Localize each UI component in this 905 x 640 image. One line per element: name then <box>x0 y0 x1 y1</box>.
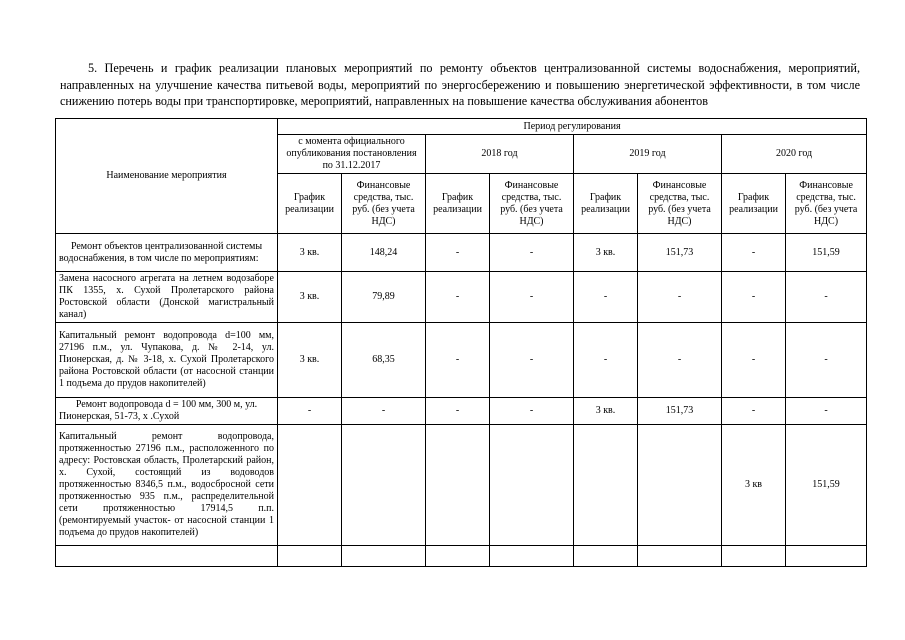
table-cell: - <box>490 272 574 323</box>
period-header-2018: 2018 год <box>426 135 574 174</box>
activity-name: Замена насосного агрегата на летнем водозаборе ПК 1355, х. Сухой Пролетарского района Ростовской области (Донской магистральный канал) <box>56 272 278 323</box>
table-cell: - <box>722 272 786 323</box>
table-cell: 3 кв. <box>278 323 342 398</box>
period-header-2020: 2020 год <box>722 135 867 174</box>
table-cell: 148,24 <box>342 234 426 272</box>
table-cell <box>574 425 638 546</box>
table-cell: - <box>490 323 574 398</box>
finance-subheader: Финансовые средства, тыс. руб. (без учета НДС) <box>786 174 867 234</box>
table-cell: - <box>722 398 786 425</box>
activity-name: Ремонт водопровода d = 100 мм, 300 м, ул. Пионерская, 51-73, х .Сухой <box>56 398 278 425</box>
finance-subheader: Финансовые средства, тыс. руб. (без учета НДС) <box>490 174 574 234</box>
schedule-subheader: График реализации <box>278 174 342 234</box>
table-cell: - <box>786 398 867 425</box>
table-cell: - <box>722 323 786 398</box>
table-cell: 151,73 <box>638 234 722 272</box>
table-cell <box>574 546 638 567</box>
table-cell: - <box>786 323 867 398</box>
table-cell <box>278 546 342 567</box>
table-cell <box>342 425 426 546</box>
table-cell <box>56 546 278 567</box>
table-cell <box>722 546 786 567</box>
table-cell: - <box>278 398 342 425</box>
period-header-2017: с момента официального опубликования постановления по 31.12.2017 <box>278 135 426 174</box>
table-cell: - <box>574 323 638 398</box>
table-cell <box>426 425 490 546</box>
table-row <box>56 398 867 425</box>
schedule-subheader: График реализации <box>426 174 490 234</box>
table-cell: - <box>638 272 722 323</box>
table-cell: - <box>426 272 490 323</box>
table-row <box>56 272 867 323</box>
table-row <box>56 323 867 398</box>
table-cell: - <box>426 398 490 425</box>
table-cell <box>490 425 574 546</box>
plan-table <box>55 118 867 567</box>
table-cell: 3 кв. <box>574 234 638 272</box>
table-cell <box>490 546 574 567</box>
table-cell: - <box>786 272 867 323</box>
table-cell: 151,59 <box>786 425 867 546</box>
table-cell <box>342 546 426 567</box>
table-row <box>56 425 867 546</box>
table-cell: - <box>490 398 574 425</box>
schedule-subheader: График реализации <box>722 174 786 234</box>
name-column-header: Наименование мероприятия <box>56 119 278 234</box>
schedule-subheader: График реализации <box>574 174 638 234</box>
empty-row <box>56 546 867 567</box>
table-cell: 3 кв <box>722 425 786 546</box>
finance-subheader: Финансовые средства, тыс. руб. (без учета НДС) <box>638 174 722 234</box>
header-row-top <box>56 119 867 135</box>
section-heading: 5. Перечень и график реализации плановых мероприятий по ремонту объектов централизованной системы водоснабжения, мероприятий, направленных на улучшение качества питьевой воды, мероприятий по энергосбережению и повышению энергетической эффективности, в том числе снижению потерь воды при транспортировке, мероприятий, направленных на повышение качества обслуживания абонентов <box>60 61 860 108</box>
table-cell: - <box>722 234 786 272</box>
table-cell: 79,89 <box>342 272 426 323</box>
table-cell: 3 кв. <box>574 398 638 425</box>
table-cell <box>426 546 490 567</box>
table-cell: - <box>426 234 490 272</box>
table-cell: 151,59 <box>786 234 867 272</box>
table-cell: 68,35 <box>342 323 426 398</box>
table-row <box>56 234 867 272</box>
finance-subheader: Финансовые средства, тыс. руб. (без учета НДС) <box>342 174 426 234</box>
activity-name: Капитальный ремонт водопровода d=100 мм, 27196 п.м., ул. Чупакова, д. № 2-14, ул. Пионерская, д. № 3-18, х. Сухой Пролетарского района Ростовской области (от насосной станции 1 подъема до прудов накопителей) <box>56 323 278 398</box>
table-cell <box>638 546 722 567</box>
table-cell: - <box>490 234 574 272</box>
table-cell: 151,73 <box>638 398 722 425</box>
table-cell <box>638 425 722 546</box>
table-cell: - <box>574 272 638 323</box>
activity-name: Ремонт объектов централизованной системы водоснабжения, в том числе по мероприятиям: <box>56 234 278 272</box>
table-cell: - <box>638 323 722 398</box>
period-header-2019: 2019 год <box>574 135 722 174</box>
table-cell: 3 кв. <box>278 272 342 323</box>
table-cell <box>278 425 342 546</box>
table-cell: - <box>342 398 426 425</box>
table-cell <box>786 546 867 567</box>
period-header: Период регулирования <box>278 119 867 135</box>
table-cell: 3 кв. <box>278 234 342 272</box>
table-cell: - <box>426 323 490 398</box>
activity-name: Капитальный ремонт водопровода, протяженностью 27196 п.м., расположенного по адресу: Ростовская область, Пролетарский район, х. Сухой, состоящий из водоводов протяженностью 8346,5 п.м., водосбросной сети протяженностью 935 п.м., распределительной сети протяженностью 17914,5 п.п. (ремонтируемый участок- от насосной станции 1 подъема до прудов накопителей) <box>56 425 278 546</box>
